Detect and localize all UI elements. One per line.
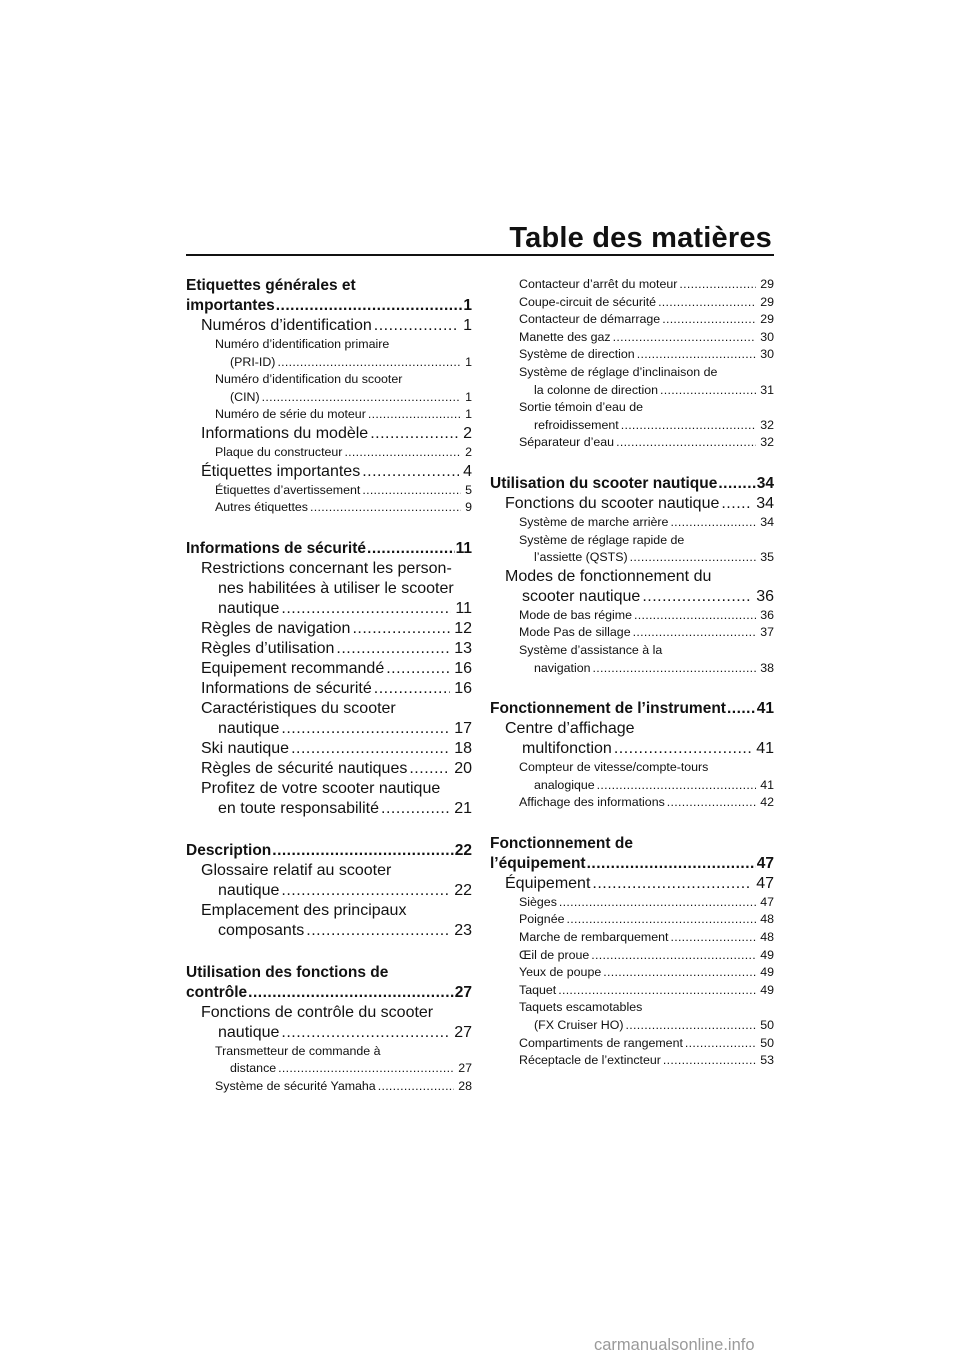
- toc-subentry[interactable]: [490, 964, 774, 982]
- toc-entry-title: Règles de navigation: [201, 619, 351, 637]
- toc-chapter-entry[interactable]: [186, 639, 472, 659]
- toc-entry-title: Caractéristiques du scooter: [201, 699, 396, 717]
- dot-leader: [637, 346, 757, 364]
- dot-leader: [670, 929, 756, 947]
- dot-leader: [378, 1078, 455, 1096]
- section-gap: [490, 452, 774, 474]
- toc-page-number: 50: [760, 1035, 774, 1050]
- toc-entry-title: Informations du modèle: [201, 424, 369, 442]
- toc-entry-title: nautique: [218, 1023, 280, 1041]
- dot-leader: [667, 794, 756, 812]
- toc-page-number: 28: [458, 1078, 472, 1093]
- toc-subentry[interactable]: [490, 399, 774, 434]
- toc-chapter-entry[interactable]: [186, 759, 472, 779]
- toc-entry-title: Coupe-circuit de sécurité: [519, 294, 657, 309]
- toc-entry-title: Système de réglage rapide de: [519, 532, 685, 547]
- toc-page-number: 36: [756, 587, 774, 605]
- dot-leader: [685, 1035, 756, 1053]
- dot-leader: [634, 607, 756, 625]
- title-rule: [186, 254, 774, 256]
- dot-leader: [559, 894, 756, 912]
- toc-chapter-entry[interactable]: [186, 779, 472, 819]
- dot-leader: [344, 444, 461, 462]
- dot-leader: [368, 406, 461, 424]
- toc-subentry[interactable]: [490, 947, 774, 965]
- toc-entry-title: nautique: [218, 881, 280, 899]
- toc-page-number: 1: [463, 297, 472, 314]
- toc-entry-title: Sièges: [519, 894, 557, 909]
- dot-leader: [658, 294, 756, 312]
- toc-page-number: 32: [760, 435, 774, 450]
- toc-chapter-entry[interactable]: [186, 739, 472, 759]
- toc-page-number: 29: [760, 312, 774, 327]
- dot-leader: [276, 296, 463, 316]
- dot-leader: [386, 659, 450, 679]
- toc-chapter-entry[interactable]: [186, 1003, 472, 1043]
- toc-subentry[interactable]: [186, 499, 472, 517]
- toc-subentry[interactable]: [186, 406, 472, 424]
- toc-entry-title: Marche de rembarquement: [519, 930, 669, 945]
- toc-subentry[interactable]: [490, 1052, 774, 1070]
- toc-entry-title: Compartiments de rangement: [519, 1035, 683, 1050]
- toc-entry-title: nautique: [218, 719, 280, 737]
- toc-entry-title: Restrictions concernant les person-: [201, 559, 452, 577]
- toc-entry-title: (CIN): [230, 389, 260, 404]
- toc-page-number: 27: [454, 1023, 472, 1041]
- toc-page-number: 47: [760, 894, 774, 909]
- section-gap: [490, 812, 774, 834]
- dot-leader: [281, 719, 450, 739]
- section-gap: [186, 517, 472, 539]
- dot-leader: [587, 854, 756, 874]
- toc-subentry[interactable]: [186, 371, 472, 406]
- toc-page-number: 2: [463, 424, 472, 442]
- page-title: Table des matières: [509, 222, 772, 254]
- toc-entry-title: Profitez de votre scooter nautique: [201, 779, 441, 797]
- toc-entry-title: Informations de sécurité: [186, 539, 367, 557]
- toc-page-number: 32: [760, 417, 774, 432]
- dot-leader: [306, 921, 450, 941]
- toc-page-number: 23: [454, 921, 472, 939]
- watermark: carmanualsonline.info: [594, 1336, 755, 1354]
- toc-subentry[interactable]: [490, 364, 774, 399]
- toc-page-number: 36: [760, 607, 774, 622]
- toc-page-number: 1: [465, 407, 472, 422]
- toc-entry-title: Réceptacle de l’extincteur: [519, 1053, 661, 1068]
- toc-subentry[interactable]: [490, 642, 774, 677]
- toc-page-number: 16: [454, 679, 472, 697]
- dot-leader: [593, 660, 757, 678]
- toc-entry-title: Numéros d’identification: [201, 317, 372, 334]
- toc-entry-title: Règles d’utilisation: [201, 639, 335, 657]
- dot-leader: [591, 947, 756, 965]
- toc-entry-title: Transmetteur de commande à: [215, 1043, 381, 1058]
- toc-page-number: 37: [760, 625, 774, 640]
- toc-page-number: 49: [760, 982, 774, 997]
- toc-subentry[interactable]: [490, 276, 774, 294]
- toc-entry-title: composants: [218, 921, 305, 939]
- toc-page-number: 30: [760, 329, 774, 344]
- section-gap: [186, 941, 472, 963]
- toc-section-entry[interactable]: [186, 539, 472, 559]
- toc-entry-title: Etiquettes générales et: [186, 277, 356, 294]
- dot-leader: [291, 739, 450, 759]
- toc-entry-title: Numéro d’identification du scooter: [215, 372, 403, 387]
- toc-section-entry[interactable]: [490, 699, 774, 719]
- toc-subentry[interactable]: [490, 434, 774, 452]
- toc-chapter-entry[interactable]: [186, 699, 472, 739]
- toc-column-left: [186, 276, 472, 1096]
- toc-entry-title: Ski nautique: [201, 739, 290, 757]
- dot-leader: [281, 881, 450, 901]
- dot-leader: [277, 354, 461, 372]
- toc-subentry[interactable]: [490, 911, 774, 929]
- toc-entry-title: nes habilitées à utiliser le scooter: [218, 579, 454, 597]
- toc-subentry[interactable]: [490, 294, 774, 312]
- toc-subentry[interactable]: [490, 759, 774, 794]
- dot-leader: [310, 499, 461, 517]
- toc-subentry[interactable]: [490, 329, 774, 347]
- toc-page-number: 34: [756, 474, 774, 492]
- dot-leader: [558, 982, 756, 1000]
- toc-entry-title: Étiquettes d’avertissement: [215, 482, 361, 497]
- toc-entry-title: Séparateur d’eau: [519, 435, 615, 450]
- toc-page-number: 27: [458, 1061, 472, 1076]
- toc-page-number: 2: [465, 444, 472, 459]
- toc-subentry[interactable]: [186, 1043, 472, 1078]
- dot-leader: [679, 276, 756, 294]
- toc-page-number: 11: [455, 539, 472, 557]
- toc-subentry[interactable]: [490, 929, 774, 947]
- dot-leader: [621, 417, 757, 435]
- toc-entry-title: importantes: [186, 297, 275, 314]
- toc-page-number: 18: [454, 739, 472, 757]
- toc-subentry[interactable]: [490, 982, 774, 1000]
- toc-entry-title: Fonctions de contrôle du scooter: [201, 1003, 434, 1021]
- dot-leader: [370, 424, 459, 444]
- toc-entry-title: l’équipement: [490, 854, 586, 872]
- toc-entry-title: Centre d’affichage: [505, 720, 635, 738]
- toc-section-entry[interactable]: [186, 963, 472, 1003]
- toc-entry-title: Utilisation des fonctions de: [186, 963, 389, 981]
- toc-page-number: 50: [760, 1018, 774, 1033]
- toc-section-entry[interactable]: [490, 474, 774, 494]
- toc-page-number: 41: [756, 700, 774, 718]
- toc-page-number: 42: [760, 795, 774, 810]
- toc-subentry[interactable]: [490, 794, 774, 812]
- toc-subentry[interactable]: [490, 311, 774, 329]
- toc-entry-title: Autres étiquettes: [215, 500, 308, 515]
- dot-leader: [721, 494, 752, 514]
- dot-leader: [642, 587, 752, 607]
- toc-page-number: 5: [465, 482, 472, 497]
- toc-page-number: 1: [465, 354, 472, 369]
- toc-entry-title: Manette des gaz: [519, 329, 611, 344]
- toc-entry-title: distance: [230, 1061, 277, 1076]
- toc-section-entry[interactable]: [490, 834, 774, 874]
- dot-leader: [566, 911, 756, 929]
- toc-chapter-entry[interactable]: [490, 567, 774, 607]
- toc-entry-title: Système de réglage d’inclinaison de: [519, 364, 718, 379]
- toc-entry-title: l’assiette (QSTS): [534, 550, 628, 565]
- dot-leader: [281, 599, 451, 619]
- toc-page-number: 11: [455, 599, 472, 617]
- toc-entry-title: Règles de sécurité nautiques: [201, 759, 408, 777]
- toc-page-number: 12: [454, 619, 472, 637]
- toc-subentry[interactable]: [490, 532, 774, 567]
- toc-entry-title: Compteur de vitesse/compte-tours: [519, 760, 709, 775]
- toc-entry-title: refroidissement: [534, 417, 619, 432]
- toc-chapter-entry[interactable]: [186, 424, 472, 444]
- dot-leader: [278, 1060, 454, 1078]
- toc-entry-title: Taquet: [519, 982, 557, 997]
- toc-entry-title: Taquets escamotables: [519, 1000, 643, 1015]
- dot-leader: [614, 739, 752, 759]
- dot-leader: [616, 434, 756, 452]
- dot-leader: [272, 841, 453, 861]
- dot-leader: [597, 777, 757, 795]
- toc-entry-title: navigation: [534, 660, 591, 675]
- toc-page-number: 48: [760, 912, 774, 927]
- dot-leader: [336, 639, 450, 659]
- toc-subentry[interactable]: [186, 444, 472, 462]
- toc-entry-title: Sortie témoin d’eau de: [519, 400, 643, 415]
- toc-page-number: 49: [760, 965, 774, 980]
- toc-subentry[interactable]: [490, 1035, 774, 1053]
- toc-entry-title: Mode Pas de sillage: [519, 625, 631, 640]
- toc-page-number: 21: [454, 799, 472, 817]
- toc-page-number: 38: [760, 660, 774, 675]
- toc-entry-title: scooter nautique: [522, 587, 641, 605]
- dot-leader: [660, 382, 756, 400]
- toc-entry-title: Étiquettes importantes: [201, 462, 361, 480]
- toc-entry-title: Fonctionnement de l’instrument: [490, 700, 726, 718]
- toc-chapter-entry[interactable]: [186, 316, 472, 336]
- toc-page-number: 16: [454, 659, 472, 677]
- toc-subentry[interactable]: [490, 624, 774, 642]
- toc-entry-title: multifonction: [522, 740, 612, 758]
- toc-entry-title: Système de direction: [519, 347, 635, 362]
- dot-leader: [381, 799, 450, 819]
- toc-subentry[interactable]: [490, 607, 774, 625]
- dot-leader: [281, 1023, 450, 1043]
- toc-entry-title: Fonctions du scooter nautique: [505, 494, 720, 512]
- section-gap: [490, 677, 774, 699]
- toc-page-number: 48: [760, 930, 774, 945]
- toc-entry-title: Affichage des informations: [519, 795, 665, 810]
- dot-leader: [633, 624, 757, 642]
- toc-subentry[interactable]: [490, 999, 774, 1034]
- toc-page-number: 17: [454, 719, 472, 737]
- dot-leader: [374, 316, 459, 336]
- toc-chapter-entry[interactable]: [186, 861, 472, 901]
- dot-leader: [718, 474, 755, 494]
- toc-entry-title: contrôle: [186, 983, 248, 1001]
- toc-page-number: 30: [760, 347, 774, 362]
- dot-leader: [603, 964, 756, 982]
- toc-entry-title: Informations de sécurité: [201, 679, 372, 697]
- toc-page-number: 13: [454, 639, 472, 657]
- toc-subentry[interactable]: [186, 336, 472, 371]
- dot-leader: [362, 462, 459, 482]
- toc-page-number: 22: [454, 841, 472, 859]
- dot-leader: [262, 389, 462, 407]
- toc-subentry[interactable]: [186, 1078, 472, 1096]
- dot-leader: [662, 311, 756, 329]
- toc-chapter-entry[interactable]: [186, 462, 472, 482]
- toc-page-number: 4: [463, 462, 472, 480]
- toc-entry-title: Poignée: [519, 912, 565, 927]
- toc-entry-title: (FX Cruiser HO): [534, 1018, 624, 1033]
- dot-leader: [727, 699, 756, 719]
- toc-entry-title: analogique: [534, 777, 595, 792]
- dot-leader: [630, 549, 757, 567]
- toc-entry-title: Emplacement des principaux: [201, 901, 407, 919]
- toc-page-number: 49: [760, 947, 774, 962]
- toc-page-number: 31: [760, 382, 774, 397]
- toc-entry-title: Utilisation du scooter nautique: [490, 474, 718, 492]
- toc-subentry[interactable]: [186, 482, 472, 500]
- dot-leader: [248, 983, 454, 1003]
- dot-leader: [626, 1017, 757, 1035]
- dot-leader: [409, 759, 450, 779]
- toc-page-number: 35: [760, 550, 774, 565]
- dot-leader: [374, 679, 450, 699]
- toc-page-number: 27: [454, 983, 472, 1001]
- toc-page-number: 1: [463, 317, 472, 334]
- toc-entry-title: Equipement recommandé: [201, 659, 385, 677]
- toc-chapter-entry[interactable]: [186, 659, 472, 679]
- toc-chapter-entry[interactable]: [186, 901, 472, 941]
- dot-leader: [663, 1052, 756, 1070]
- toc-entry-title: Glossaire relatif au scooter: [201, 861, 392, 879]
- toc-entry-title: Système de marche arrière: [519, 514, 669, 529]
- toc-entry-title: Système de sécurité Yamaha: [215, 1078, 376, 1093]
- toc-chapter-entry[interactable]: [490, 494, 774, 514]
- toc-entry-title: nautique: [218, 599, 280, 617]
- toc-entry-title: (PRI-ID): [230, 354, 276, 369]
- toc-entry-title: Fonctionnement de: [490, 834, 633, 852]
- toc-entry-title: Numéro de série du moteur: [215, 407, 366, 422]
- toc-page-number: 41: [756, 740, 774, 758]
- dot-leader: [367, 539, 455, 559]
- section-gap: [186, 819, 472, 841]
- toc-entry-title: Mode de bas régime: [519, 607, 632, 622]
- toc-page-number: 29: [760, 277, 774, 291]
- toc-chapter-entry[interactable]: [186, 679, 472, 699]
- toc-entry-title: Plaque du constructeur: [215, 444, 343, 459]
- toc-subentry[interactable]: [490, 346, 774, 364]
- dot-leader: [670, 514, 756, 532]
- toc-page-number: 41: [760, 777, 774, 792]
- toc-subentry[interactable]: [490, 514, 774, 532]
- dot-leader: [613, 329, 757, 347]
- toc-chapter-entry[interactable]: [186, 559, 472, 619]
- toc-page-number: 29: [760, 294, 774, 309]
- toc-page-number: 9: [465, 500, 472, 515]
- toc-entry-title: Numéro d’identification primaire: [215, 337, 390, 351]
- toc-entry-title: Œil de proue: [519, 947, 590, 962]
- toc-chapter-entry[interactable]: [490, 719, 774, 759]
- toc-page-number: 47: [756, 874, 774, 892]
- toc-chapter-entry[interactable]: [490, 874, 774, 894]
- toc-entry-title: Contacteur de démarrage: [519, 312, 661, 327]
- toc-page-number: 20: [454, 759, 472, 777]
- toc-entry-title: en toute responsabilité: [218, 799, 379, 817]
- toc-entry-title: Équipement: [505, 874, 591, 892]
- toc-section-entry[interactable]: [186, 276, 472, 316]
- dot-leader: [362, 482, 461, 500]
- toc-entry-title: Modes de fonctionnement du: [505, 567, 712, 585]
- toc-chapter-entry[interactable]: [186, 619, 472, 639]
- toc-column-right: [490, 276, 774, 1070]
- toc-entry-title: Yeux de poupe: [519, 965, 602, 980]
- toc-page-number: 47: [756, 854, 774, 872]
- toc-entry-title: la colonne de direction: [534, 382, 658, 397]
- toc-page-number: 34: [760, 514, 774, 529]
- toc-subentry[interactable]: [490, 894, 774, 912]
- toc-page-number: 53: [760, 1053, 774, 1068]
- dot-leader: [352, 619, 450, 639]
- toc-entry-title: Contacteur d’arrêt du moteur: [519, 277, 678, 291]
- toc-page-number: 22: [454, 881, 472, 899]
- toc-entry-title: Description: [186, 841, 272, 859]
- dot-leader: [592, 874, 752, 894]
- toc-page-number: 34: [756, 494, 774, 512]
- toc-section-entry[interactable]: [186, 841, 472, 861]
- toc-page-number: 1: [465, 389, 472, 404]
- toc-entry-title: Système d’assistance à la: [519, 642, 663, 657]
